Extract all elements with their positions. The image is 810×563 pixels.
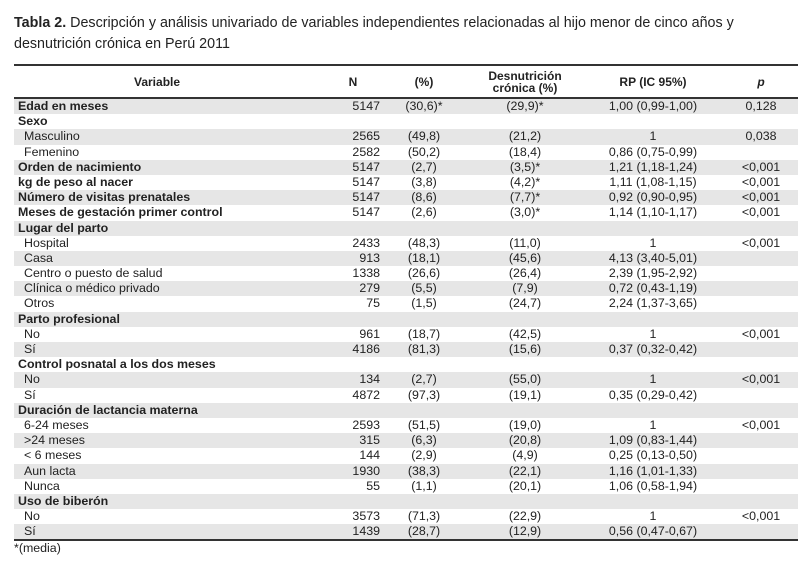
cell-n: 279 [359,281,380,296]
cell-p: <0,001 [741,509,781,524]
table-row [14,342,798,357]
cell-desnutricion: (22,1) [508,463,542,478]
cell-p [724,221,798,236]
header-variable: Variable [134,74,181,89]
cell-n: 3573 [352,509,380,524]
cell-desnutricion: (19,1) [508,387,542,402]
cell-pct: (6,3) [411,433,437,448]
table-row [14,190,798,205]
cell-n: 4872 [352,387,380,402]
cell-p [724,342,798,357]
table-row [14,357,798,372]
cell-p [724,114,798,129]
cell-pct [380,357,468,372]
cell-rp: 0,37 (0,32-0,42) [608,342,698,356]
cell-rp [582,403,724,418]
cell-rp: 1,06 (0,58-1,94) [608,478,698,493]
cell-pct: (71,3) [407,509,441,524]
cell-pct [380,221,468,236]
cell-desnutricion: (7,7)* [509,190,541,205]
cell-pct: (3,8) [411,174,437,189]
cell-rp: 1,21 (1,18-1,24) [608,159,698,174]
header-rp: RP (IC 95%) [619,74,687,89]
table-row [14,372,798,387]
table-row [14,403,798,418]
cell-n: 5147 [352,99,380,113]
cell-n [326,494,380,509]
cell-pct [380,494,468,509]
cell-pct: (8,6) [411,190,437,205]
cell-pct: (50,2) [407,144,441,159]
header-pct: (%) [414,74,434,89]
cell-p [724,403,798,418]
cell-variable: Edad en meses [18,99,109,113]
cell-rp: 1,09 (0,83-1,44) [608,433,698,448]
data-table [14,64,798,541]
cell-variable: Sí [24,524,36,539]
table-row [14,388,798,403]
cell-pct [380,312,468,327]
cell-variable: Parto profesional [18,311,120,326]
cell-desnutricion: (3,5)* [509,159,541,174]
cell-variable: No [24,509,40,524]
cell-pct: (38,3) [407,463,441,478]
table-row [14,129,798,144]
cell-rp: 4,13 (3,40-5,01) [608,250,698,265]
cell-p [724,524,798,539]
table-row [14,524,798,539]
cell-p [724,145,798,160]
cell-n: 4186 [352,342,380,356]
cell-variable: No [24,326,40,341]
cell-desnutricion: (45,6) [508,250,542,265]
cell-pct: (97,3) [407,387,441,402]
cell-variable: Control posnatal a los dos meses [18,357,216,372]
cell-n [326,357,380,372]
footnote: *(media) [14,541,61,555]
cell-rp: 0,56 (0,47-0,67) [608,524,698,539]
table-row [14,175,798,190]
cell-variable: 6-24 meses [24,417,89,432]
cell-rp: 2,39 (1,95-2,92) [608,266,698,281]
cell-p [724,388,798,403]
caption-label: Tabla 2. [14,15,67,31]
cell-rp [582,114,724,129]
cell-desnutricion: (20,1) [508,478,542,493]
cell-rp: 1,16 (1,01-1,33) [608,463,698,478]
table-row [14,448,798,463]
cell-pct: (51,5) [407,417,441,432]
header-n: N [348,74,358,89]
table-caption [14,13,799,55]
cell-rp: 0,72 (0,43-1,19) [608,281,698,296]
table-row [14,266,798,281]
table-row [14,327,798,342]
cell-pct: (28,7) [407,524,441,539]
cell-p [724,448,798,463]
cell-rp [582,221,724,236]
cell-rp: 1 [649,129,657,144]
cell-variable: kg de peso al nacer [18,174,134,189]
cell-variable: Sexo [18,114,48,129]
cell-rp: 0,86 (0,75-0,99) [608,144,698,159]
cell-desnutricion: (22,9) [508,509,542,524]
cell-n [326,312,380,327]
cell-pct: (48,3) [407,235,441,250]
table-row [14,205,798,220]
cell-n: 5147 [352,205,380,220]
cell-pct: (2,6) [411,205,437,220]
cell-p: <0,001 [741,174,781,189]
cell-n: 2565 [352,129,380,144]
table-row [14,160,798,175]
cell-rp: 1 [649,372,657,387]
cell-variable: Otros [24,296,55,311]
cell-desnutricion: (19,0) [508,417,542,432]
cell-n: 2582 [352,144,380,159]
cell-p [724,251,798,266]
cell-pct: (18,7) [407,326,441,341]
cell-rp: 1,11 (1,08-1,15) [609,174,697,189]
cell-rp: 0,25 (0,13-0,50) [608,448,698,463]
cell-pct: (1,5) [411,296,437,311]
cell-n: 55 [366,478,380,493]
cell-pct: (2,7) [411,372,437,387]
table-row [14,464,798,479]
cell-variable: Número de visitas prenatales [18,190,191,205]
cell-rp: 0,35 (0,29-0,42) [608,387,698,402]
table-body [14,99,798,539]
cell-desnutricion [468,312,582,327]
table-row [14,494,798,509]
cell-desnutricion: (29,9)* [506,99,544,113]
table-row [14,296,798,311]
cell-variable: Clínica o médico privado [24,281,160,296]
cell-n: 961 [359,326,380,341]
cell-desnutricion: (3,0)* [509,205,541,220]
table-row [14,99,798,114]
cell-p: <0,001 [741,417,781,432]
cell-rp: 1 [649,235,657,250]
cell-n: 1439 [352,524,380,539]
cell-p: <0,001 [741,159,781,174]
cell-p [724,312,798,327]
cell-desnutricion: (15,6) [508,342,542,356]
cell-n: 913 [359,250,380,265]
cell-desnutricion: (24,7) [508,296,542,311]
cell-rp: 1 [649,326,657,341]
table-header [14,66,798,99]
cell-desnutricion [468,114,582,129]
cell-desnutricion: (42,5) [508,326,542,341]
cell-desnutricion: (18,4) [508,144,542,159]
table-row [14,236,798,251]
cell-desnutricion: (4,2)* [509,174,541,189]
cell-pct: (18,1) [407,250,441,265]
cell-p [724,464,798,479]
cell-desnutricion: (20,8) [508,433,542,448]
cell-pct: (30,6)* [405,99,443,113]
cell-variable: Casa [24,250,53,265]
table-row [14,251,798,266]
cell-variable: No [24,372,40,387]
cell-rp: 2,24 (1,37-3,65) [608,296,698,311]
table-row [14,433,798,448]
table-row [14,281,798,296]
cell-n: 2593 [352,417,380,432]
cell-p: <0,001 [741,205,781,220]
table-row [14,509,798,524]
cell-rp: 1,00 (0,99-1,00) [608,99,698,113]
cell-variable: Nunca [24,478,60,493]
cell-p: <0,001 [741,190,781,205]
cell-n: 2433 [352,235,380,250]
cell-pct: (49,8) [407,129,441,144]
cell-rp: 0,92 (0,90-0,95) [608,190,698,205]
cell-pct: (2,7) [411,159,437,174]
cell-variable: Femenino [24,144,80,159]
cell-p [724,479,798,494]
table-row [14,221,798,236]
cell-variable: Sí [24,387,36,402]
cell-p [724,357,798,372]
cell-pct: (2,9) [411,448,437,463]
cell-variable: Sí [24,342,36,356]
cell-rp: 1 [649,417,657,432]
cell-p [724,266,798,281]
cell-variable: >24 meses [24,433,85,448]
cell-variable: Orden de nacimiento [18,159,142,174]
cell-variable: Masculino [24,129,80,144]
cell-n [326,114,380,129]
cell-n [326,403,380,418]
cell-pct: (81,3) [407,342,441,356]
cell-p: <0,001 [741,235,781,250]
cell-p [724,281,798,296]
cell-p: <0,001 [741,372,781,387]
caption-text: Descripción y análisis univariado de variables independientes relacionadas al hijo menor de cinco años y desnutrición crónica en Perú 2011 [14,15,734,52]
cell-n: 315 [359,433,380,448]
cell-rp [582,494,724,509]
cell-p [724,494,798,509]
cell-p [724,433,798,448]
cell-variable: Hospital [24,235,69,250]
cell-variable: Aun lacta [24,463,76,478]
cell-variable: Meses de gestación primer control [18,205,223,220]
cell-desnutricion [468,221,582,236]
table-row [14,418,798,433]
cell-n: 75 [366,296,380,311]
cell-n: 5147 [352,190,380,205]
cell-pct [380,403,468,418]
cell-p: 0,038 [745,129,777,144]
cell-n: 144 [359,448,380,463]
cell-n: 134 [359,372,380,387]
cell-desnutricion: (7,9) [512,281,538,296]
cell-variable: Uso de biberón [18,493,109,508]
cell-variable: Duración de lactancia materna [18,402,198,417]
cell-desnutricion: (21,2) [508,129,542,144]
cell-rp [582,312,724,327]
header-desnutricion: Desnutrición crónica (%) [488,68,562,95]
table-row [14,114,798,129]
cell-rp [582,357,724,372]
cell-n: 5147 [352,174,380,189]
cell-desnutricion: (4,9) [512,448,538,463]
header-p: p [757,74,765,89]
cell-desnutricion: (26,4) [508,266,542,281]
cell-variable: Lugar del parto [18,220,109,235]
cell-desnutricion: (11,0) [509,235,541,250]
cell-desnutricion: (55,0) [508,372,542,387]
table-row [14,479,798,494]
cell-p: <0,001 [741,326,781,341]
table-row [14,145,798,160]
cell-pct: (5,5) [411,281,437,296]
cell-desnutricion [468,357,582,372]
cell-p: 0,128 [745,99,777,113]
cell-n: 1338 [352,266,380,281]
cell-n [326,221,380,236]
cell-variable: Centro o puesto de salud [24,266,163,281]
cell-desnutricion: (12,9) [508,524,542,539]
cell-p [724,296,798,311]
cell-n: 5147 [352,159,380,174]
cell-pct [380,114,468,129]
cell-desnutricion [468,494,582,509]
cell-variable: < 6 meses [24,448,82,463]
cell-n: 1930 [352,463,380,478]
cell-rp: 1 [649,509,657,524]
table-row [14,312,798,327]
cell-pct: (1,1) [411,478,437,493]
cell-desnutricion [468,403,582,418]
cell-pct: (26,6) [407,266,441,281]
cell-rp: 1,14 (1,10-1,17) [608,205,698,220]
